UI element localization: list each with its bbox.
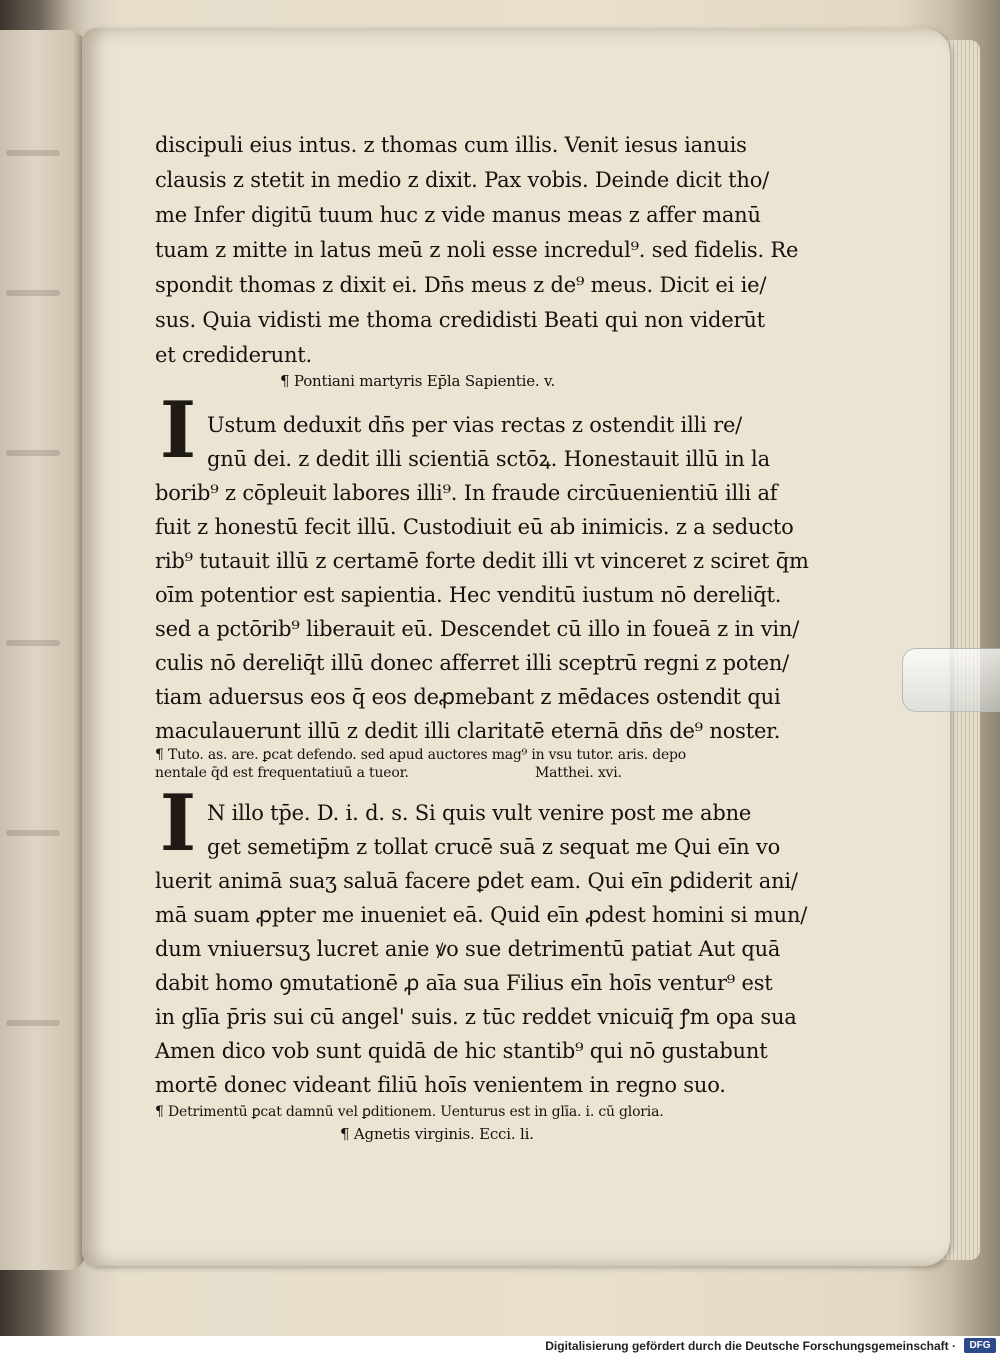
text-line: mā suam ꝓpter me inueniet eā. Quid eīn ꝓdest homini si mun/ bbox=[155, 903, 808, 927]
rubric-heading: ¶ Agnetis virginis. Ecci. li. bbox=[340, 1125, 534, 1143]
text-line: me Infer digitū tuum huc z vide manus meas z affer manū bbox=[155, 203, 761, 227]
text-line: fuit z honestū fecit illū. Custodiuit eū ab inimicis. z a seducto bbox=[155, 515, 794, 539]
bleed-through-line bbox=[6, 450, 60, 456]
text-line: clausis z stetit in medio z dixit. Pax vobis. Deinde dicit tho/ bbox=[155, 168, 770, 192]
gloss-note: ¶ Tuto. as. are. ꝑcat defendo. sed apud auctores mag⁹ in vsu tutor. aris. depo bbox=[155, 747, 687, 763]
text-line: mortē donec videant filiū hoīs venientem in regno suo. bbox=[155, 1073, 726, 1097]
dfg-logo: DFG bbox=[964, 1338, 996, 1353]
text-line: borib⁹ z cōpleuit labores illi⁹. In fraude circūuenientiū illi af bbox=[155, 481, 778, 505]
initial-letter: I bbox=[159, 385, 197, 476]
gloss-note: nentale q̄d est frequentatiuū a tueor. bbox=[155, 765, 409, 781]
text-line: maculauerunt illū z dedit illi claritatē eternā dn̄s de⁹ noster. bbox=[155, 719, 781, 743]
text-line: sed a pctōrib⁹ liberauit eū. Descendet cū illo in foueā z in vin/ bbox=[155, 617, 800, 641]
text-line: N illo tp̄e. D. i. d. s. Si quis vult venire post me abne bbox=[207, 801, 752, 825]
rubric-heading: Matthei. xvi. bbox=[535, 765, 622, 781]
text-line: Amen dico vob sunt quidā de hic stantib⁹ qui nō gustabunt bbox=[155, 1039, 768, 1063]
initial-letter: I bbox=[159, 778, 197, 869]
text-line: oīm potentior est sapientia. Hec venditū iustum nō dereliq̄t. bbox=[155, 583, 782, 607]
text-line: in glīa p̄ris sui cū angel' suis. z tūc reddet vnicuiq̄ ꝭm opa sua bbox=[155, 1005, 797, 1029]
bleed-through-line bbox=[6, 150, 60, 156]
text-line: rib⁹ tutauit illū z certamē forte dedit illi vt vinceret z sciret q̄m bbox=[155, 549, 809, 573]
text-line: get semetip̄m z tollat crucē suā z sequat me Qui eīn vo bbox=[207, 835, 781, 859]
text-line: discipuli eius intus. z thomas cum illis. Venit iesus ianuis bbox=[155, 133, 747, 157]
text-line: gnū dei. z dedit illi scientiā sctōꝝ. Honestauit illū in la bbox=[207, 447, 770, 471]
text-line: tiam aduersus eos q̄ eos deꝓmebant z mēdaces ostendit qui bbox=[155, 685, 781, 709]
text-line: et crediderunt. bbox=[155, 343, 313, 367]
bleed-through-line bbox=[6, 290, 60, 296]
bleed-through-line bbox=[6, 640, 60, 646]
bleed-through-line bbox=[6, 830, 60, 836]
text-line: spondit thomas z dixit ei. Dn̄s meus z de⁹ meus. Dicit ei ie/ bbox=[155, 273, 767, 297]
text-line: culis nō dereliq̄t illū donec afferret illi sceptrū regni z poten/ bbox=[155, 651, 790, 675]
bleed-through-line bbox=[6, 1020, 60, 1026]
text-line: dum vniuersuʒ lucret anie ꝟo sue detrimentū patiat Aut quā bbox=[155, 937, 781, 961]
rubric-heading: ¶ Pontiani martyris Ep̄la Sapientie. v. bbox=[280, 372, 556, 390]
text-line: tuam z mitte in latus meū z noli esse incredul⁹. sed fidelis. Re bbox=[155, 238, 799, 262]
plastic-clip bbox=[902, 648, 1000, 712]
text-line: Ustum deduxit dn̄s per vias rectas z ostendit illi re/ bbox=[207, 413, 743, 437]
text-line: sus. Quia vidisti me thoma credidisti Beati qui non viderūt bbox=[155, 308, 765, 332]
footer-bar bbox=[0, 1336, 1000, 1356]
funding-credit: Digitalisierung gefördert durch die Deutsche Forschungsgemeinschaft · bbox=[545, 1339, 956, 1353]
text-line: dabit homo ꝯmutationē ꝓ aīa sua Filius eīn hoīs ventur⁹ est bbox=[155, 971, 773, 995]
text-line: luerit animā suaʒ saluā facere ꝑdet eam. Qui eīn ꝑdiderit ani/ bbox=[155, 869, 798, 893]
gloss-note: ¶ Detrimentū ꝑcat damnū vel ꝑditionem. Uenturus est in glīa. i. cū gloria. bbox=[155, 1104, 664, 1120]
left-page bbox=[0, 30, 86, 1270]
